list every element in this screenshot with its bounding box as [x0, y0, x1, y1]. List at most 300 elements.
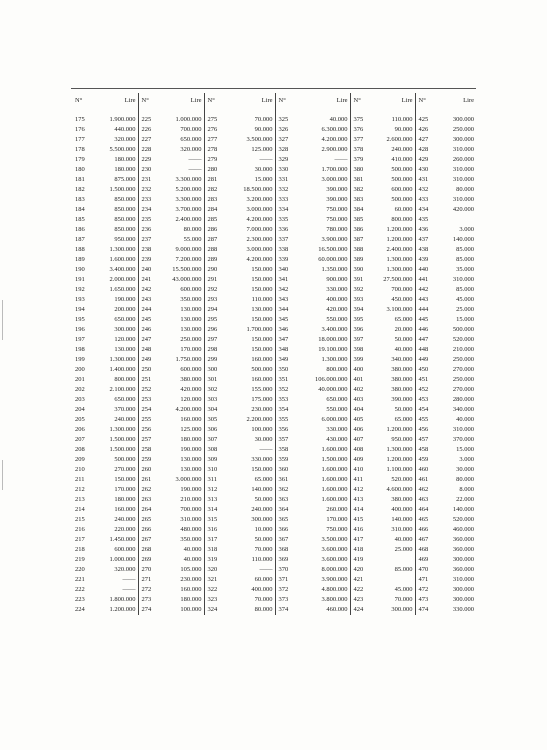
cell-number: 200 — [75, 366, 85, 373]
cell-number: 313 — [207, 496, 218, 503]
cell-lire: 7.200.000 — [158, 255, 204, 265]
cell-number: 393 — [353, 296, 364, 303]
cell-number: 348 — [278, 346, 289, 353]
cell-number: 332 — [278, 186, 289, 193]
cell-lire: 320.000 — [158, 145, 204, 155]
cell-number: 180 — [75, 166, 85, 173]
cell-lire: 70.000 — [370, 595, 415, 605]
cell-number: 343 — [278, 296, 289, 303]
table-row — [72, 525, 476, 535]
table-row — [72, 315, 476, 325]
cell-number: 466 — [418, 526, 429, 533]
cell-number: 255 — [141, 416, 152, 423]
cell-number: 386 — [353, 226, 364, 233]
table-row — [72, 245, 476, 255]
cell-number: 233 — [141, 196, 152, 203]
cell-lire: 3.300.000 — [158, 195, 204, 205]
cell-lire: 360.000 — [452, 566, 474, 573]
cell-lire: 160.000 — [158, 415, 204, 425]
cell-number: 186 — [75, 226, 85, 233]
cell-lire: 150.000 — [92, 475, 138, 485]
cell-number: 196 — [75, 326, 85, 333]
cell-lire: 650.000 — [92, 395, 138, 405]
cell-number: 417 — [353, 536, 364, 543]
cell-number: 449 — [418, 356, 429, 363]
cell-lire: 150.000 — [224, 465, 275, 475]
cell-lire: 65.000 — [370, 315, 415, 325]
cell-number: 269 — [141, 556, 152, 563]
cell-lire: 50.000 — [370, 335, 415, 345]
cell-number: 362 — [278, 486, 289, 493]
cell-number: 392 — [353, 286, 364, 293]
cell-lire: 300.000 — [370, 605, 415, 615]
cell-lire: 1.450.000 — [92, 535, 138, 545]
cell-number: 178 — [75, 146, 85, 153]
cell-lire: 15.500.000 — [158, 265, 204, 275]
cell-number: 258 — [141, 446, 152, 453]
cell-number: 306 — [207, 426, 218, 433]
cell-number: 265 — [141, 516, 152, 523]
table-row — [72, 575, 476, 585]
cell-lire: 43.000.000 — [158, 275, 204, 285]
cell-number: 395 — [353, 316, 364, 323]
cell-number: 467 — [418, 536, 429, 543]
cell-lire: 80.000 — [224, 605, 275, 615]
cell-number: 209 — [75, 456, 85, 463]
cell-number: 226 — [141, 126, 152, 133]
cell-lire: 650.000 — [295, 395, 350, 405]
cell-number: 420 — [353, 566, 364, 573]
cell-lire: 430.000 — [295, 435, 350, 445]
cell-number: 294 — [207, 306, 218, 313]
cell-lire: 250.000 — [158, 335, 204, 345]
cell-lire: 22.000 — [456, 496, 474, 503]
cell-number: 411 — [353, 476, 364, 483]
cell-number: 268 — [141, 546, 152, 553]
cell-number: 378 — [353, 146, 364, 153]
cell-number: 456 — [418, 426, 429, 433]
table-row — [72, 505, 476, 515]
cell-number: 260 — [141, 466, 152, 473]
cell-number: 389 — [353, 256, 364, 263]
cell-number: 415 — [353, 516, 364, 523]
header-lire: Lire — [158, 93, 204, 109]
cell-lire: 230.000 — [224, 405, 275, 415]
cell-number: 267 — [141, 536, 152, 543]
cell-lire: 25.000 — [456, 306, 474, 313]
cell-number: 322 — [207, 586, 218, 593]
cell-lire: 250.000 — [452, 126, 474, 133]
cell-number: 177 — [75, 136, 85, 143]
cell-number: 315 — [207, 516, 218, 523]
table-row — [72, 435, 476, 445]
cell-number: 407 — [353, 436, 364, 443]
cell-lire: 8.000 — [459, 486, 474, 493]
cell-number: 439 — [418, 256, 429, 263]
cell-number: 283 — [207, 196, 218, 203]
cell-number: 281 — [207, 176, 218, 183]
cell-number: 189 — [75, 256, 85, 263]
cell-lire: 250.000 — [452, 376, 474, 383]
cell-lire: 130.000 — [158, 465, 204, 475]
cell-lire: 3.600.000 — [295, 555, 350, 565]
cell-number: 299 — [207, 356, 218, 363]
cell-number: 323 — [207, 596, 218, 603]
cell-lire: 1.400.000 — [92, 365, 138, 375]
cell-lire: 65.000 — [370, 415, 415, 425]
cell-number: 338 — [278, 246, 289, 253]
cell-lire: 105.000 — [158, 565, 204, 575]
cell-lire: 150.000 — [224, 315, 275, 325]
cell-number: 356 — [278, 426, 289, 433]
cell-lire: 110.000 — [370, 115, 415, 125]
cell-number: 303 — [207, 396, 218, 403]
cell-lire: 180.000 — [158, 595, 204, 605]
cell-lire: 2.600.000 — [370, 135, 415, 145]
cell-number: 350 — [278, 366, 289, 373]
cell-lire: 700.000 — [158, 505, 204, 515]
cell-number: 259 — [141, 456, 152, 463]
cell-lire: 3.400.000 — [295, 325, 350, 335]
cell-lire: 500.000 — [370, 195, 415, 205]
cell-number: 221 — [75, 576, 85, 583]
cell-number: 384 — [353, 206, 364, 213]
cell-lire: 2.400.000 — [370, 245, 415, 255]
cell-lire: 40.000 — [456, 416, 474, 423]
cell-lire: 180.000 — [92, 495, 138, 505]
cell-number: 425 — [418, 116, 429, 123]
cell-lire: 650.000 — [92, 315, 138, 325]
cell-lire: 1.000.000 — [158, 115, 204, 125]
cell-lire: 210.000 — [158, 495, 204, 505]
cell-number: 364 — [278, 506, 289, 513]
cell-number: 399 — [353, 356, 364, 363]
header-num: N° — [353, 97, 361, 104]
cell-number: 179 — [75, 156, 85, 163]
cell-number: 243 — [141, 296, 152, 303]
cell-lire: 100.000 — [224, 425, 275, 435]
cell-number: 474 — [418, 606, 429, 613]
cell-number: 335 — [278, 216, 289, 223]
cell-number: 307 — [207, 436, 218, 443]
cell-lire: 3.000.000 — [158, 475, 204, 485]
cell-lire: 250.000 — [452, 356, 474, 363]
cell-lire: 2.400.000 — [158, 215, 204, 225]
cell-number: 351 — [278, 376, 289, 383]
cell-lire: 1.750.000 — [158, 355, 204, 365]
table-row — [72, 475, 476, 485]
cell-number: 365 — [278, 516, 289, 523]
cell-number: 261 — [141, 476, 152, 483]
table-row — [72, 535, 476, 545]
cell-number: 450 — [418, 366, 429, 373]
cell-number: 346 — [278, 326, 289, 333]
cell-lire: 5.500.000 — [92, 145, 138, 155]
cell-lire: 1.700.000 — [295, 165, 350, 175]
cell-lire: 420.000 — [295, 305, 350, 315]
cell-lire: 500.000 — [370, 175, 415, 185]
table-row — [72, 265, 476, 275]
cell-number: 301 — [207, 376, 218, 383]
cell-number: 373 — [278, 596, 289, 603]
cell-lire: 50.000 — [224, 535, 275, 545]
table-row — [72, 175, 476, 185]
cell-lire: 420.000 — [158, 385, 204, 395]
cell-lire: 700.000 — [158, 125, 204, 135]
cell-number: 344 — [278, 306, 289, 313]
cell-number: 309 — [207, 456, 218, 463]
cell-number: 455 — [418, 416, 429, 423]
cell-number: 232 — [141, 186, 152, 193]
cell-number: 387 — [353, 236, 364, 243]
cell-lire: 175.000 — [224, 395, 275, 405]
cell-number: 224 — [75, 606, 85, 613]
table-row — [72, 335, 476, 345]
cell-number: 198 — [75, 346, 85, 353]
cell-number: 390 — [353, 266, 364, 273]
cell-lire: 40.000 — [158, 555, 204, 565]
cell-number: 468 — [418, 546, 429, 553]
cell-lire: 2.200.000 — [224, 415, 275, 425]
cell-lire: 6.000.000 — [295, 415, 350, 425]
cell-number: 376 — [353, 126, 364, 133]
cell-number: 202 — [75, 386, 85, 393]
cell-number: 353 — [278, 396, 289, 403]
table-row — [72, 385, 476, 395]
cell-lire: 240.000 — [92, 415, 138, 425]
cell-lire: 1.200.000 — [370, 235, 415, 245]
cell-lire: 10.000 — [224, 525, 275, 535]
cell-number: 310 — [207, 466, 218, 473]
cell-number: 272 — [141, 586, 152, 593]
cell-number: 374 — [278, 606, 289, 613]
table-row — [72, 325, 476, 335]
cell-lire: 20.000 — [370, 325, 415, 335]
cell-number: 354 — [278, 406, 289, 413]
cell-number: 184 — [75, 206, 85, 213]
cell-lire: —— — [158, 165, 204, 175]
cell-lire: 750.000 — [295, 215, 350, 225]
cell-lire: 3.000.000 — [224, 205, 275, 215]
cell-lire: 380.000 — [158, 375, 204, 385]
cell-number: 352 — [278, 386, 289, 393]
cell-lire: 85.000 — [456, 256, 474, 263]
cell-lire: 40.000 — [295, 115, 350, 125]
cell-lire: 160.000 — [92, 505, 138, 515]
table-row — [72, 555, 476, 565]
cell-lire: —— — [224, 445, 275, 455]
cell-lire: 80.000 — [456, 186, 474, 193]
cell-number: 472 — [418, 586, 429, 593]
cell-lire: 780.000 — [295, 225, 350, 235]
table-row — [72, 255, 476, 265]
cell-number: 402 — [353, 386, 364, 393]
cell-lire: 140.000 — [452, 506, 474, 513]
cell-number: 360 — [278, 466, 289, 473]
cell-lire: 85.000 — [456, 246, 474, 253]
cell-lire: 5.200.000 — [158, 185, 204, 195]
table-row — [72, 595, 476, 605]
cell-lire: 85.000 — [456, 286, 474, 293]
cell-number: 207 — [75, 436, 85, 443]
cell-number: 423 — [353, 596, 364, 603]
cell-number: 240 — [141, 266, 152, 273]
cell-lire: 875.000 — [92, 175, 138, 185]
table-row — [72, 275, 476, 285]
cell-number: 190 — [75, 266, 85, 273]
cell-lire: 380.000 — [370, 365, 415, 375]
cell-lire: 750.000 — [295, 205, 350, 215]
cell-number: 375 — [353, 116, 364, 123]
cell-number: 270 — [141, 566, 152, 573]
cell-number: 382 — [353, 186, 364, 193]
cell-lire: 170.000 — [158, 345, 204, 355]
cell-lire: 600.000 — [370, 185, 415, 195]
cell-lire: 4.200.000 — [224, 255, 275, 265]
cell-lire: 1.600.000 — [92, 255, 138, 265]
cell-number: 435 — [418, 216, 429, 223]
cell-lire: 1.300.000 — [370, 255, 415, 265]
cell-lire: 40.000.000 — [295, 385, 350, 395]
cell-number: 445 — [418, 316, 429, 323]
table-row — [72, 455, 476, 465]
cell-number: 428 — [418, 146, 429, 153]
cell-lire: 27.500.000 — [370, 275, 415, 285]
cell-lire: 130.000 — [158, 325, 204, 335]
cell-lire: 300.000 — [452, 116, 474, 123]
cell-lire: 310.000 — [452, 196, 474, 203]
cell-number: 358 — [278, 446, 289, 453]
cell-number: 418 — [353, 546, 364, 553]
cell-lire: 950.000 — [370, 435, 415, 445]
cell-number: 331 — [278, 176, 289, 183]
cell-number: 366 — [278, 526, 289, 533]
cell-lire: 330.000 — [295, 425, 350, 435]
cell-number: 192 — [75, 286, 85, 293]
header-lire: Lire — [92, 93, 138, 109]
cell-lire: 50.000 — [224, 495, 275, 505]
cell-number: 211 — [75, 476, 85, 483]
cell-number: 336 — [278, 226, 289, 233]
cell-lire: 300.000 — [452, 596, 474, 603]
cell-lire: 1.200.000 — [370, 425, 415, 435]
cell-number: 442 — [418, 286, 429, 293]
cell-lire: —— — [158, 155, 204, 165]
cell-lire: 3.800.000 — [295, 595, 350, 605]
cell-lire: 70.000 — [224, 545, 275, 555]
cell-lire: 850.000 — [92, 225, 138, 235]
cell-lire: 370.000 — [452, 436, 474, 443]
cell-lire: 170.000 — [295, 515, 350, 525]
cell-number: 305 — [207, 416, 218, 423]
cell-lire: —— — [92, 575, 138, 585]
cell-lire: —— — [224, 155, 275, 165]
cell-lire: 300.000 — [92, 325, 138, 335]
cell-lire: 230.000 — [158, 575, 204, 585]
cell-lire: 240.000 — [224, 505, 275, 515]
cell-number: 282 — [207, 186, 218, 193]
cell-number: 436 — [418, 226, 429, 233]
table-row — [72, 215, 476, 225]
table-row — [72, 605, 476, 615]
cell-number: 311 — [207, 476, 218, 483]
cell-number: 289 — [207, 256, 218, 263]
cell-lire: 320.000 — [92, 565, 138, 575]
cell-number: 369 — [278, 556, 289, 563]
cell-lire: 390.000 — [295, 185, 350, 195]
cell-number: 181 — [75, 176, 85, 183]
cell-lire: 140.000 — [370, 515, 415, 525]
cell-lire: 480.000 — [158, 525, 204, 535]
cell-lire — [370, 575, 415, 585]
cell-lire: 90.000 — [224, 125, 275, 135]
cell-lire: 7.000.000 — [224, 225, 275, 235]
cell-number: 182 — [75, 186, 85, 193]
cell-number: 318 — [207, 546, 218, 553]
cell-lire: 80.000 — [158, 225, 204, 235]
cell-number: 403 — [353, 396, 364, 403]
cell-number: 197 — [75, 336, 85, 343]
cell-lire: 4.200.000 — [158, 405, 204, 415]
cell-lire: 900.000 — [295, 275, 350, 285]
cell-lire: 60.000 — [370, 205, 415, 215]
cell-number: 397 — [353, 336, 364, 343]
cell-number: 295 — [207, 316, 218, 323]
cell-number: 446 — [418, 326, 429, 333]
table-row — [72, 365, 476, 375]
cell-lire: 3.000.000 — [295, 175, 350, 185]
header-num: N° — [141, 97, 149, 104]
cell-number: 324 — [207, 606, 218, 613]
cell-lire: 330.000 — [452, 606, 474, 613]
cell-lire: 1.800.000 — [92, 595, 138, 605]
cell-lire: 1.600.000 — [295, 465, 350, 475]
cell-number: 431 — [418, 176, 429, 183]
cell-lire: 70.000 — [224, 595, 275, 605]
cell-lire: 310.000 — [158, 515, 204, 525]
cell-lire: 160.000 — [224, 375, 275, 385]
cell-number: 252 — [141, 386, 152, 393]
cell-lire: 280.000 — [452, 396, 474, 403]
cell-number: 434 — [418, 206, 429, 213]
cell-number: 370 — [278, 566, 289, 573]
cell-lire: 1.500.000 — [92, 435, 138, 445]
cell-lire: 1.100.000 — [370, 465, 415, 475]
cell-lire: 3.300.000 — [158, 175, 204, 185]
cell-number: 437 — [418, 236, 429, 243]
cell-number: 372 — [278, 586, 289, 593]
cell-lire: 40.000 — [370, 535, 415, 545]
cell-number: 291 — [207, 276, 218, 283]
cell-number: 214 — [75, 506, 85, 513]
cell-lire: 350.000 — [158, 295, 204, 305]
table-row — [72, 415, 476, 425]
cell-lire: 300.000 — [452, 136, 474, 143]
lire-table — [72, 93, 476, 615]
cell-number: 304 — [207, 406, 218, 413]
scan-mark — [2, 300, 3, 340]
cell-number: 239 — [141, 256, 152, 263]
cell-number: 406 — [353, 426, 364, 433]
cell-number: 408 — [353, 446, 364, 453]
cell-number: 218 — [75, 546, 85, 553]
cell-number: 244 — [141, 306, 152, 313]
cell-lire: 180.000 — [158, 435, 204, 445]
cell-lire: 155.000 — [224, 385, 275, 395]
cell-number: 242 — [141, 286, 152, 293]
table-row — [72, 295, 476, 305]
cell-number: 412 — [353, 486, 364, 493]
